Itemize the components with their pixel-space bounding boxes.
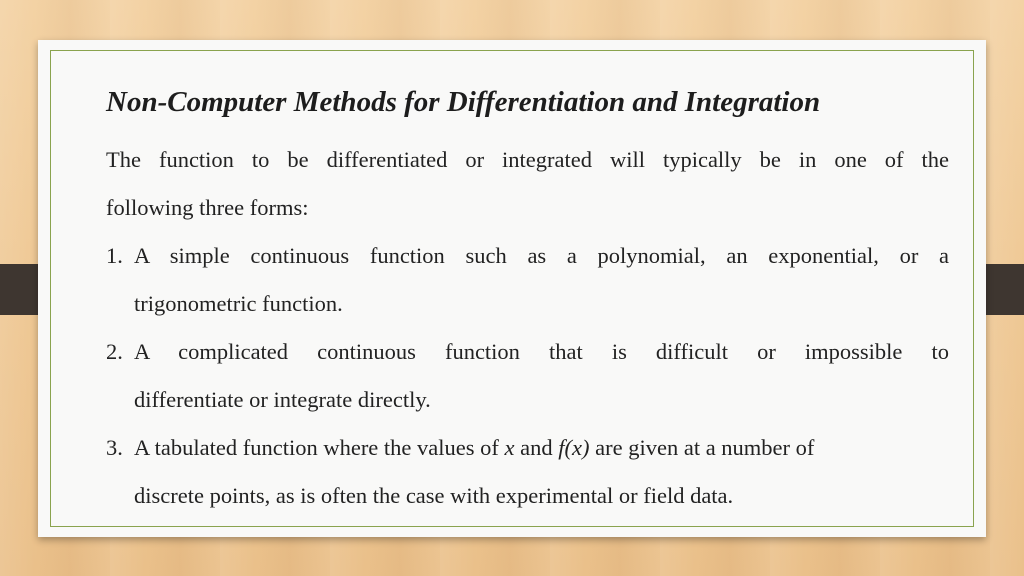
list-item-number: 3.	[106, 435, 123, 460]
list-item-3	[106, 424, 949, 520]
slide-content	[106, 136, 949, 520]
list-item-body	[134, 424, 949, 520]
variable-fx: f(x)	[558, 435, 590, 460]
list-item-text-line-2: differentiate or integrate directly.	[134, 387, 431, 412]
list-item-text-line-1: A simple continuous function such as a polynomial, an exponential, or a	[134, 243, 949, 268]
list-item-number: 2.	[106, 339, 123, 364]
variable-x: x	[504, 435, 515, 460]
list-item-2	[106, 328, 949, 424]
list-item-body	[134, 328, 949, 424]
list-item-body	[134, 232, 949, 328]
list-item-number: 1.	[106, 243, 123, 268]
intro-line-1: The function to be differentiated or integrated will typically be in one of the	[106, 147, 949, 172]
text-segment: are given at a number of	[589, 435, 815, 460]
slide-card	[38, 40, 986, 537]
list-item-1	[106, 232, 949, 328]
text-segment: and	[514, 435, 559, 460]
list-item-text-line-2: trigonometric function.	[134, 291, 343, 316]
slide-title: Non-Computer Methods for Differentiation and Integration	[106, 86, 821, 118]
text-segment: A tabulated function where the values of	[134, 435, 505, 460]
list-item-text-line-2: discrete points, as is often the case with experimental or field data.	[134, 483, 734, 508]
intro-line-2: following three forms:	[106, 195, 309, 220]
list-item-text-line-1	[134, 424, 949, 472]
list-item-text-line-1: A complicated continuous function that is difficult or impossible to	[134, 339, 949, 364]
